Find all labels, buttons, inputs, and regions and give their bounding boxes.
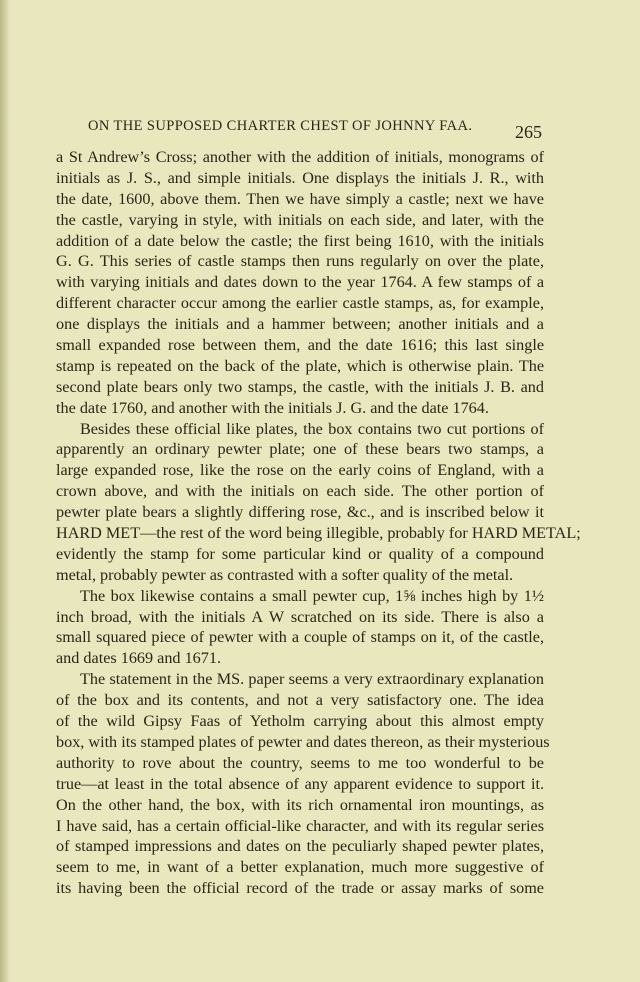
text-line: stamp is repeated on the back of the plate, which is otherwise plain. The	[56, 356, 544, 375]
text-line: Besides these official like plates, the box contains two cut portions of	[80, 419, 544, 438]
text-line: and dates 1669 and 1671.	[56, 649, 221, 668]
text-line: box, with its stamped plates of pewter and dates thereon, as their mysterious	[56, 732, 550, 751]
text-line: The statement in the MS. paper seems a very extraordinary explanation	[80, 670, 544, 689]
text-line: the castle, varying in style, with initials on each side, and later, with the	[56, 210, 544, 229]
text-line: one displays the initials and a hammer between; another initials and a	[56, 315, 544, 334]
running-head: ON THE SUPPOSED CHARTER CHEST OF JOHNNY FAA.	[88, 118, 473, 134]
text-line: with varying initials and dates down to the year 1764. A few stamps of a	[56, 273, 544, 292]
text-line: of the box and its contents, and not a very satisfactory one. The idea	[56, 691, 544, 710]
text-line: G. G. This series of castle stamps then runs regularly on over the plate,	[56, 252, 544, 271]
text-line: crown above, and with the initials on each side. The other portion of	[56, 482, 544, 501]
text-line: a St Andrew’s Cross; another with the addition of initials, monograms of	[56, 148, 544, 166]
text-line: of the wild Gipsy Faas of Yetholm carrying about this almost empty	[56, 712, 544, 731]
text-line: large expanded rose, like the rose on the early coins of England, with a	[56, 461, 544, 480]
text-line: I have said, has a certain official-like character, and with its regular series	[56, 816, 544, 835]
text-line: seem to me, in want of a better explanation, much more suggestive of	[56, 858, 544, 877]
text-line: apparently an ordinary pewter plate; one of these bears two stamps, a	[56, 440, 544, 459]
text-line: second plate bears only two stamps, the castle, with the initials J. B. and	[56, 377, 544, 396]
text-line: metal, probably pewter as contrasted with a softer quality of the metal.	[56, 565, 514, 584]
text-line: On the other hand, the box, with its rich ornamental iron mountings, as	[56, 795, 544, 814]
text-line: authority to rove about the country, seems to me too wonderful to be	[56, 753, 544, 772]
text-line: inch broad, with the initials A W scratched on its side. There is also a	[56, 607, 544, 626]
text-line: its having been the official record of the trade or assay marks of some	[56, 879, 544, 898]
text-line: true—at least in the total absence of any apparent evidence to support it.	[56, 774, 544, 793]
text-line: evidently the stamp for some particular kind or quality of a compound	[56, 544, 544, 563]
text-line: small squared piece of pewter with a couple of stamps on it, of the castle,	[56, 628, 544, 647]
page-number: 265	[515, 122, 542, 142]
text-line: of stamped impressions and dates on the peculiarly shaped pewter plates,	[56, 837, 544, 856]
text-line: the date 1760, and another with the initials J. G. and the date 1764.	[56, 398, 489, 417]
text-line: the date, 1600, above them. Then we have simply a castle; next we have	[56, 189, 544, 208]
text-line: small expanded rose between them, and the date 1616; this last single	[56, 336, 544, 355]
text-line: initials as J. S., and simple initials. One displays the initials J. R., with	[56, 168, 544, 187]
body-text	[56, 147, 581, 899]
text-line: The box likewise contains a small pewter cup, 1⅝ inches high by 1½	[80, 586, 544, 605]
text-line: pewter plate bears a slightly differing rose, &c., and is inscribed below it	[56, 503, 544, 522]
text-line: addition of a date below the castle; the first being 1610, with the initials	[56, 231, 544, 250]
text-line: HARD MET—the rest of the word being illegible, probably for HARD METAL;	[56, 524, 581, 543]
text-line: different character occur among the earlier castle stamps, as, for example,	[56, 294, 544, 313]
